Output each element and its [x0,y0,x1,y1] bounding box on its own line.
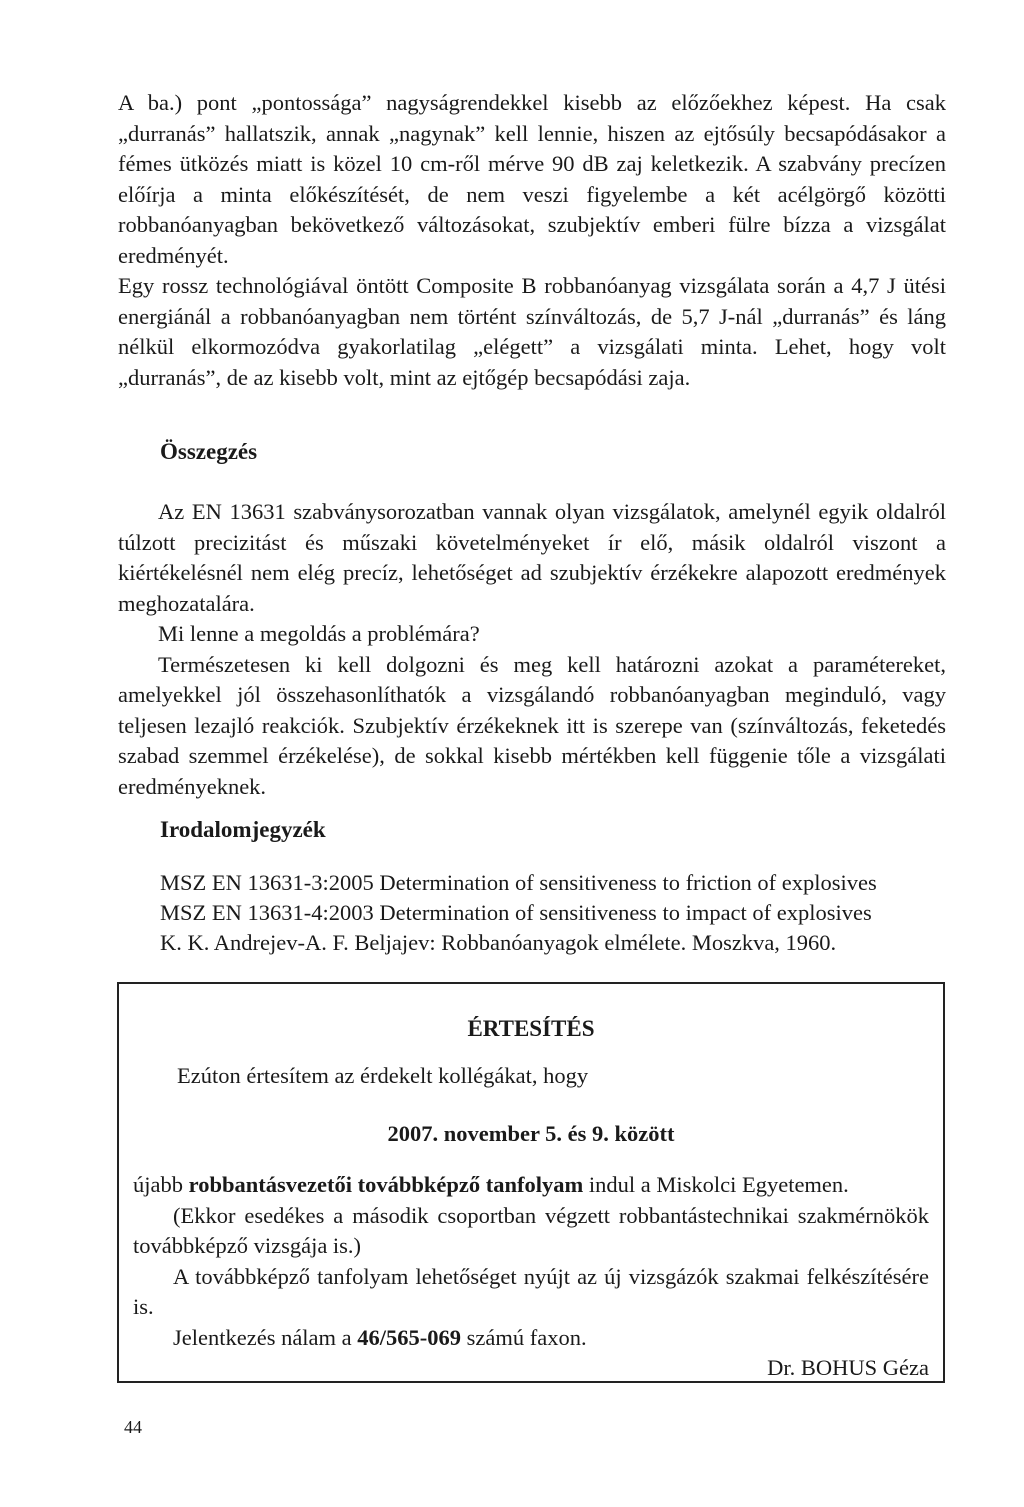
notice-date: 2007. november 5. és 9. között [387,1121,675,1146]
application-note [133,1323,929,1354]
course-text-pre: újabb [133,1172,189,1197]
reference-item: MSZ EN 13631-3:2005 Determination of sensitiveness to friction of explosives [160,870,877,895]
notice-title: ÉRTESÍTÉS [467,1016,595,1041]
notice-body [133,1170,929,1384]
notice-intro-line: Ezúton értesítem az érdekelt kollégákat, hogy [177,1063,589,1088]
summary-paragraph: Természetesen ki kell dolgozni és meg kell határozni azokat a paramétereket, amelyekkel jól összehasonlíthatók a vizsgálandó robbanóanyagban meginduló, vagy teljesen lezajló reakciók. Szubjektív érzékeknek itt is szerepe van (színváltozás, feketedés szabad szemmel érzékelése), de sokkal kisebb mértékben kell függenie tőle a vizsgálati eredményeknek. [118,651,946,799]
exam-note: (Ekkor esedékes a második csoportban végzett robbantástechnikai szakmérnökök továbbképző vizsgája is.) [133,1202,929,1258]
summary-paragraph: Az EN 13631 szabványsorozatban vannak olyan vizsgálatok, amelynél egyik oldalról túlzott precizitást és műszaki követelményeket ír elő, másik oldalról viszont a kiértékelésnél nem elég precíz, lehetőséget ad szubjektív érzékekre alapozott eredmények meghozatalára. [118,499,946,616]
references-heading: Irodalomjegyzék [160,817,326,842]
summary-section [118,497,946,802]
references-list [160,868,960,958]
application-text-pre: Jelentkezés nálam a [173,1324,358,1350]
fax-number: 46/565-069 [357,1324,462,1350]
course-text-post: indul a Miskolci Egyetemen. [583,1172,849,1197]
course-announcement [133,1170,929,1201]
notice-box [117,982,945,1383]
summary-question: Mi lenne a megoldás a problémára? [158,621,480,646]
signature: Dr. BOHUS Géza [767,1355,929,1380]
page-number: 44 [124,1417,142,1437]
reference-item: MSZ EN 13631-4:2003 Determination of sensitiveness to impact of explosives [160,900,872,925]
intro-text-block [118,88,946,393]
application-text-post: számú faxon. [461,1324,587,1350]
intro-paragraph: A ba.) pont „pontossága” nagyságrendekkel kisebb az előzőekhez képest. Ha csak „durranás” hallatszik, annak „nagynak” kell lennie, hiszen az ejtősúly becsapódásakor a fémes ütközés miatt is közel 10 cm-ről mérve 90 dB zaj keletkezik. A szabvány precízen előírja a minta előkészítését, de nem veszi figyelembe a két acélgörgő közötti robbanóanyagban bekövetkező változásokat, szubjektív emberi fülre bízza a vizsgálat eredményét. [118,90,946,268]
course-name: robbantásvezetői továbbképző tanfolyam [188,1172,584,1197]
reference-item: K. K. Andrejev-A. F. Beljajev: Robbanóanyagok elmélete. Moszkva, 1960. [160,930,837,955]
example-paragraph: Egy rossz technológiával öntött Composite B robbanóanyag vizsgálata során a 4,7 J ütési energiánál a robbanóanyagban nem történt színváltozás, de 5,7 J-nál „durranás” és láng nélkül elkormozódva gyakorlatilag „elégett” a vizsgálati minta. Lehet, hogy volt „durranás”, de az kisebb volt, mint az ejtőgép becsapódási zaja. [118,273,946,390]
summary-heading: Összegzés [160,439,258,464]
opportunity-note: A továbbképző tanfolyam lehetőséget nyújt az új vizsgázók szakmai felkészítésére is. [133,1263,929,1319]
